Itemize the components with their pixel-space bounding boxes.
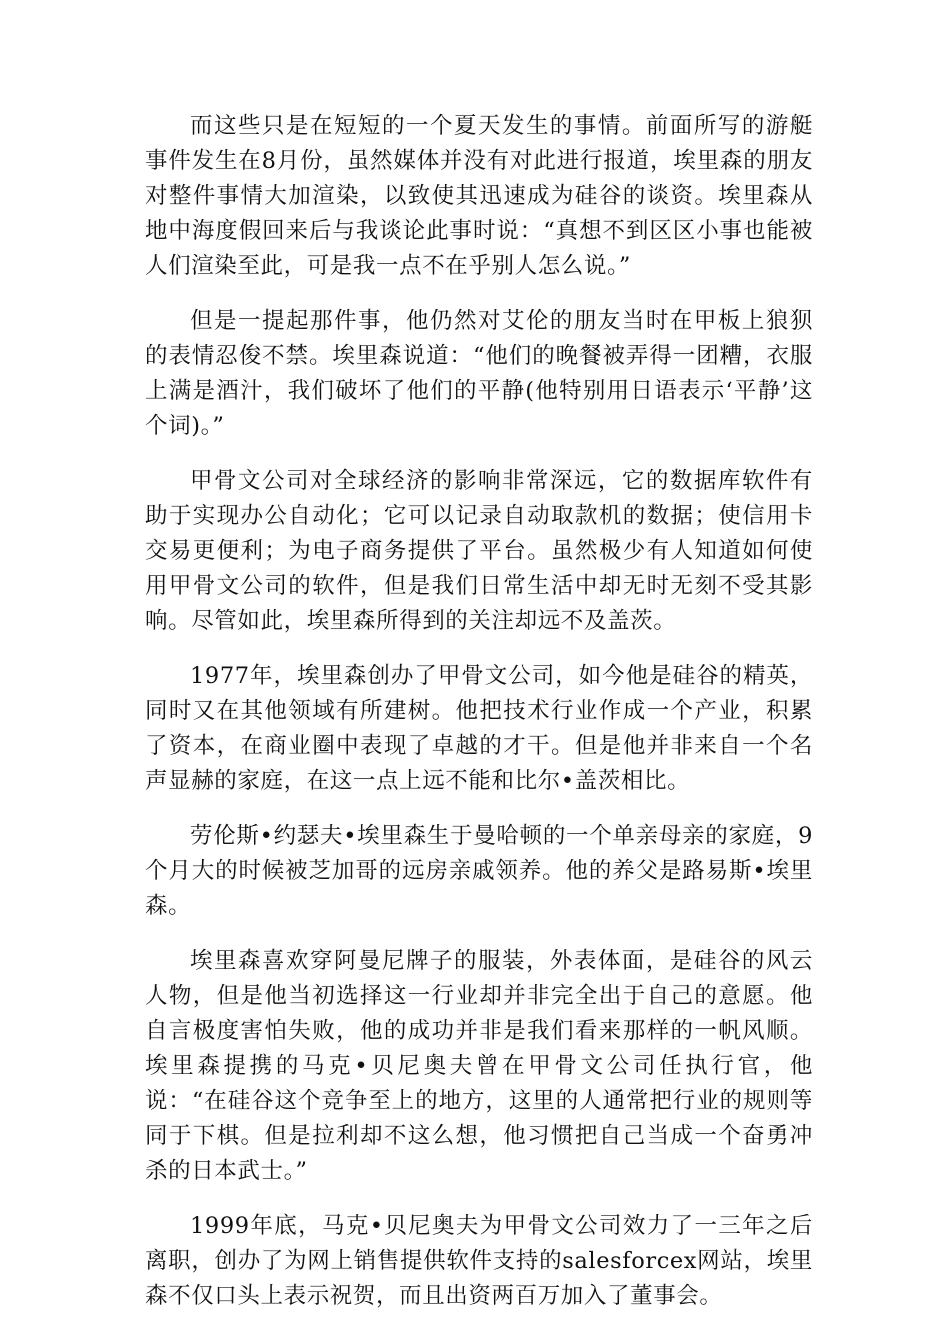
paragraph-5: 劳伦斯•约瑟夫•埃里森生于曼哈顿的一个单亲母亲的家庭，9个月大的时候被芝加哥的远房亲戚领养。他的养父是路易斯•埃里森。 [145,823,813,919]
paragraph-7: 1999年底，马克•贝尼奥夫为甲骨文公司效力了一三年之后离职，创办了为网上销售提供软件支持的salesforcex网站，埃里森不仅口头上表示祝贺，而且出资两百万加入了董事会。 [145,1213,813,1309]
paragraph-2: 但是一提起那件事，他仍然对艾伦的朋友当时在甲板上狼狈的表情忍俊不禁。埃里森说道：“他们的晚餐被弄得一团糟，衣服上满是酒汁，我们破坏了他们的平静(他特别用日语表示‘平静’这个词)。” [145,308,813,439]
paragraph-1: 而这些只是在短短的一个夏天发生的事情。前面所写的游艇事件发生在8月份，虽然媒体并没有对此进行报道，埃里森的朋友对整件事情大加渲染，以致使其迅速成为硅谷的谈资。埃里森从地中海度假回来后与我谈论此事时说：“真想不到区区小事也能被人们渲染至此，可是我一点不在乎别人怎么说。” [145,113,813,279]
paragraph-3: 甲骨文公司对全球经济的影响非常深远，它的数据库软件有助于实现办公自动化；它可以记录自动取款机的数据；使信用卡交易更便利；为电子商务提供了平台。虽然极少有人知道如何使用甲骨文公司的软件，但是我们日常生活中却无时无刻不受其影响。尽管如此，埃里森所得到的关注却远不及盖茨。 [145,468,813,634]
document-body [145,109,813,1334]
paragraph-4: 1977年，埃里森创办了甲骨文公司，如今他是硅谷的精英，同时又在其他领域有所建树。他把技术行业作成一个产业，积累了资本，在商业圈中表现了卓越的才干。但是他并非来自一个名声显赫的家庭，在这一点上远不能和比尔•盖茨相比。 [145,663,813,794]
paragraph-6: 埃里森喜欢穿阿曼尼牌子的服装，外表体面，是硅谷的风云人物，但是他当初选择这一行业却并非完全出于自己的意愿。他自言极度害怕失败，他的成功并非是我们看来那样的一帆风顺。埃里森提携的马克•贝尼奥夫曾在甲骨文公司任执行官，他说：“在硅谷这个竞争至上的地方，这里的人通常把行业的规则等同于下棋。但是拉利却不这么想，他习惯把自己当成一个奋勇冲杀的日本武士。” [145,948,813,1184]
